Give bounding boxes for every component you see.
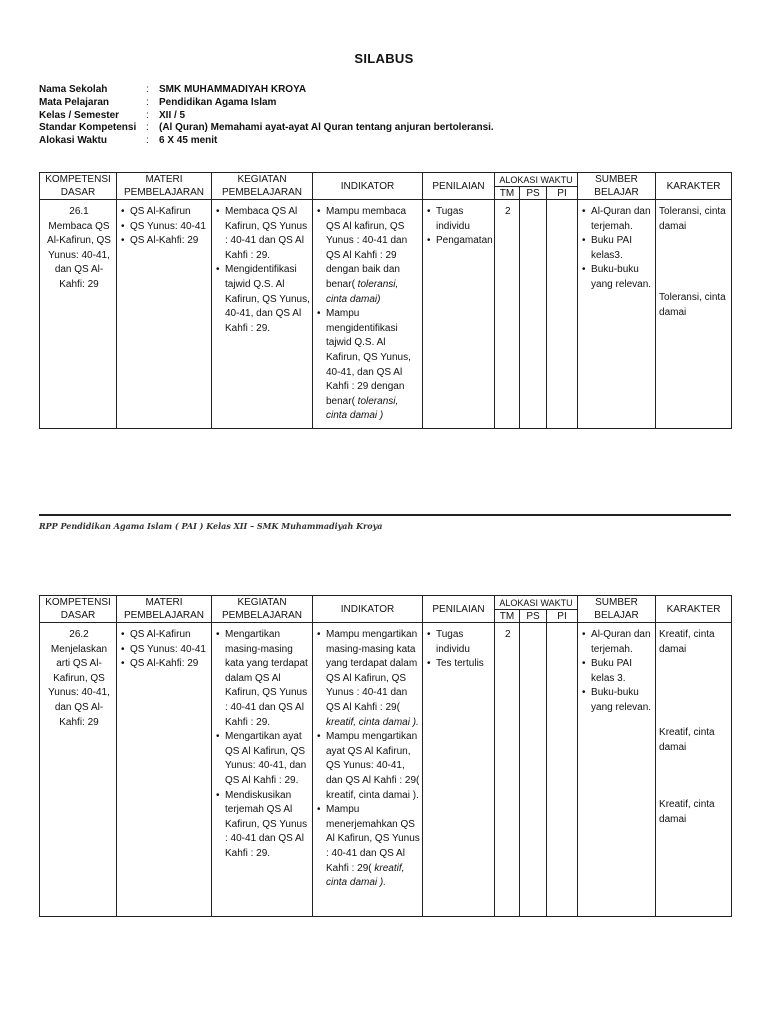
- indikator-character: toleransi, cinta damai ): [326, 395, 399, 422]
- pi-cell: [547, 623, 578, 917]
- kd-cell: 26.2 Menjelaskan arti QS Al-Kafirun, QS Yunus: 40-41, dan QS Al-Kahfi: 29: [40, 623, 117, 917]
- header-pi: PI: [547, 187, 578, 200]
- indikator-cell: [313, 623, 423, 917]
- info-value: (Al Quran) Memahami ayat-ayat Al Quran tentang anjuran bertoleransi.: [159, 122, 494, 134]
- silabus-table-1: [39, 172, 732, 429]
- tm-cell: 2: [495, 200, 520, 429]
- header-tm: TM: [495, 610, 520, 623]
- header-kd: KOMPETENSI DASAR: [40, 596, 117, 623]
- karakter-item: Kreatif, cinta damai: [659, 727, 715, 753]
- list-item: • Buku-buku yang relevan.: [581, 263, 653, 292]
- tm-cell: 2: [495, 623, 520, 917]
- info-colon: :: [146, 109, 149, 121]
- list-item: [316, 307, 420, 424]
- sumber-cell: [578, 200, 656, 429]
- header-sumber: SUMBER BELAJAR: [578, 173, 656, 200]
- info-colon: :: [146, 84, 149, 95]
- header-karakter: KARAKTER: [656, 173, 732, 200]
- karakter-item: Toleransi, cinta damai: [659, 206, 726, 232]
- indikator-cell: [313, 200, 423, 429]
- kd-cell: 26.1 Membaca QS Al-Kafirun, QS Yunus: 40-41, dan QS Al-Kahfi: 29: [40, 200, 117, 429]
- footer-rule: [39, 514, 731, 516]
- info-colon: :: [146, 96, 149, 108]
- header-karakter: KARAKTER: [656, 596, 732, 623]
- header-ps: PS: [520, 610, 547, 623]
- header-ps: PS: [520, 187, 547, 200]
- list-item: • Al-Quran dan terjemah.: [581, 205, 653, 234]
- table-row: [40, 623, 732, 917]
- indikator-text: Mampu mengartikan ayat QS Al Kafirun, QS Yunus: 40-41, dan QS Al Kahfi : 29( kreatif, cinta damai ).: [326, 731, 420, 801]
- info-value: SMK MUHAMMADIYAH KROYA: [159, 84, 307, 95]
- karakter-cell: [656, 623, 732, 917]
- header-kegiatan: KEGIATAN PEMBELAJARAN: [212, 173, 313, 200]
- info-value: 6 X 45 menit: [159, 135, 218, 147]
- list-item: • Mengartikan masing-masing kata yang terdapat dalam QS Al Kafirun, QS Yunus : 40-41 dan QS Al Kahfi : 29.: [215, 628, 310, 730]
- header-indikator: INDIKATOR: [313, 173, 423, 200]
- header-penilaian: PENILAIAN: [423, 596, 495, 623]
- header-materi: MATERI PEMBELAJARAN: [117, 173, 212, 200]
- list-item: • Pengamatan: [426, 234, 492, 249]
- ps-cell: [520, 623, 547, 917]
- karakter-cell: [656, 200, 732, 429]
- sumber-cell: [578, 623, 656, 917]
- materi-cell: [117, 200, 212, 429]
- list-item: • QS Al-Kafirun: [120, 205, 209, 220]
- list-item: [316, 730, 420, 803]
- indikator-text: Mampu mengidentifikasi tajwid Q.S. Al Kafirun, QS Yunus, 40-41, dan QS Al Kahfi : 29 dengan benar(: [326, 308, 411, 407]
- info-label: Kelas / Semester: [39, 109, 120, 121]
- table-row: [40, 200, 732, 429]
- list-item: • Mengidentifikasi tajwid Q.S. Al Kafirun, QS Yunus, 40-41, dan QS Al Kahfi : 29.: [215, 263, 310, 336]
- info-colon: :: [146, 135, 149, 147]
- indikator-text: Mampu mengartikan masing-masing kata yang terdapat dalam QS Al Kafirun, QS Yunus : 40-41 dan QS Al Kahfi : 29(: [326, 629, 418, 713]
- list-item: • QS Yunus: 40-41: [120, 643, 209, 658]
- header-indikator: INDIKATOR: [313, 596, 423, 623]
- page-footer: RPP Pendidikan Agama Islam ( PAI ) Kelas XII – SMK Muhammadiyah Kroya: [39, 521, 383, 531]
- list-item: • Tes tertulis: [426, 657, 492, 672]
- header-kd: KOMPETENSI DASAR: [40, 173, 117, 200]
- list-item: • Buku-buku yang relevan.: [581, 686, 653, 715]
- list-item: • Membaca QS Al Kafirun, QS Yunus : 40-41 dan QS Al Kahfi : 29.: [215, 205, 310, 263]
- list-item: • Tugas individu: [426, 205, 492, 234]
- header-kegiatan: KEGIATAN PEMBELAJARAN: [212, 596, 313, 623]
- header-alokasi: ALOKASI WAKTU: [495, 596, 578, 610]
- list-item: [316, 205, 420, 307]
- header-penilaian: PENILAIAN: [423, 173, 495, 200]
- header-sumber: SUMBER BELAJAR: [578, 596, 656, 623]
- karakter-item: Toleransi, cinta damai: [659, 292, 726, 318]
- materi-cell: [117, 623, 212, 917]
- penilaian-cell: [423, 200, 495, 429]
- info-row-standard: [39, 122, 494, 135]
- info-label: Standar Kompetensi: [39, 122, 137, 134]
- ps-cell: [520, 200, 547, 429]
- list-item: • QS Al-Kahfi: 29: [120, 657, 209, 672]
- info-label: Mata Pelajaran: [39, 96, 110, 108]
- list-item: • QS Al-Kahfi: 29: [120, 234, 209, 249]
- list-item: • Buku PAI kelas 3.: [581, 657, 653, 686]
- info-value: Pendidikan Agama Islam: [159, 96, 277, 108]
- list-item: • Mengartikan ayat QS Al Kafirun, QS Yunus: 40-41, dan QS Al Kahfi : 29.: [215, 730, 310, 788]
- info-row-time: [39, 135, 494, 148]
- karakter-item: Kreatif, cinta damai: [659, 799, 715, 825]
- document-title: SILABUS: [354, 51, 414, 66]
- info-value: XII / 5: [159, 109, 186, 121]
- info-row-school: [39, 84, 494, 97]
- karakter-item: Kreatif, cinta damai: [659, 629, 715, 655]
- list-item: • QS Al-Kafirun: [120, 628, 209, 643]
- info-label: Alokasi Waktu: [39, 135, 107, 147]
- indikator-text: Mampu membaca QS Al kafirun, QS Yunus : 40-41 dan QS Al Kahfi : 29 dengan baik dan benar(: [326, 206, 408, 290]
- list-item: • Buku PAI kelas3.: [581, 234, 653, 263]
- indikator-character: toleransi, cinta damai): [326, 278, 399, 305]
- header-alokasi: ALOKASI WAKTU: [495, 173, 578, 187]
- indikator-text: Mampu menerjemahkan QS Al Kafirun, QS Yunus : 40-41 dan QS Al Kahfi : 29(: [326, 804, 420, 874]
- pi-cell: [547, 200, 578, 429]
- list-item: • Tugas individu: [426, 628, 492, 657]
- list-item: • QS Yunus: 40-41: [120, 220, 209, 235]
- header-pi: PI: [547, 610, 578, 623]
- list-item: [316, 803, 420, 891]
- identity-block: [39, 84, 494, 148]
- indikator-character: kreatif, cinta damai ).: [326, 862, 405, 889]
- info-label: Nama Sekolah: [39, 84, 108, 95]
- kegiatan-cell: [212, 623, 313, 917]
- list-item: [316, 628, 420, 730]
- header-materi: MATERI PEMBELAJARAN: [117, 596, 212, 623]
- info-row-subject: [39, 97, 494, 110]
- header-tm: TM: [495, 187, 520, 200]
- list-item: • Al-Quran dan terjemah.: [581, 628, 653, 657]
- penilaian-cell: [423, 623, 495, 917]
- silabus-table-2: [39, 595, 732, 917]
- kegiatan-cell: [212, 200, 313, 429]
- indikator-character: kreatif, cinta damai ).: [326, 716, 419, 728]
- list-item: • Mendiskusikan terjemah QS Al Kafirun, QS Yunus : 40-41 dan QS Al Kahfi : 29.: [215, 789, 310, 862]
- info-row-class: [39, 110, 494, 123]
- info-colon: :: [146, 122, 149, 134]
